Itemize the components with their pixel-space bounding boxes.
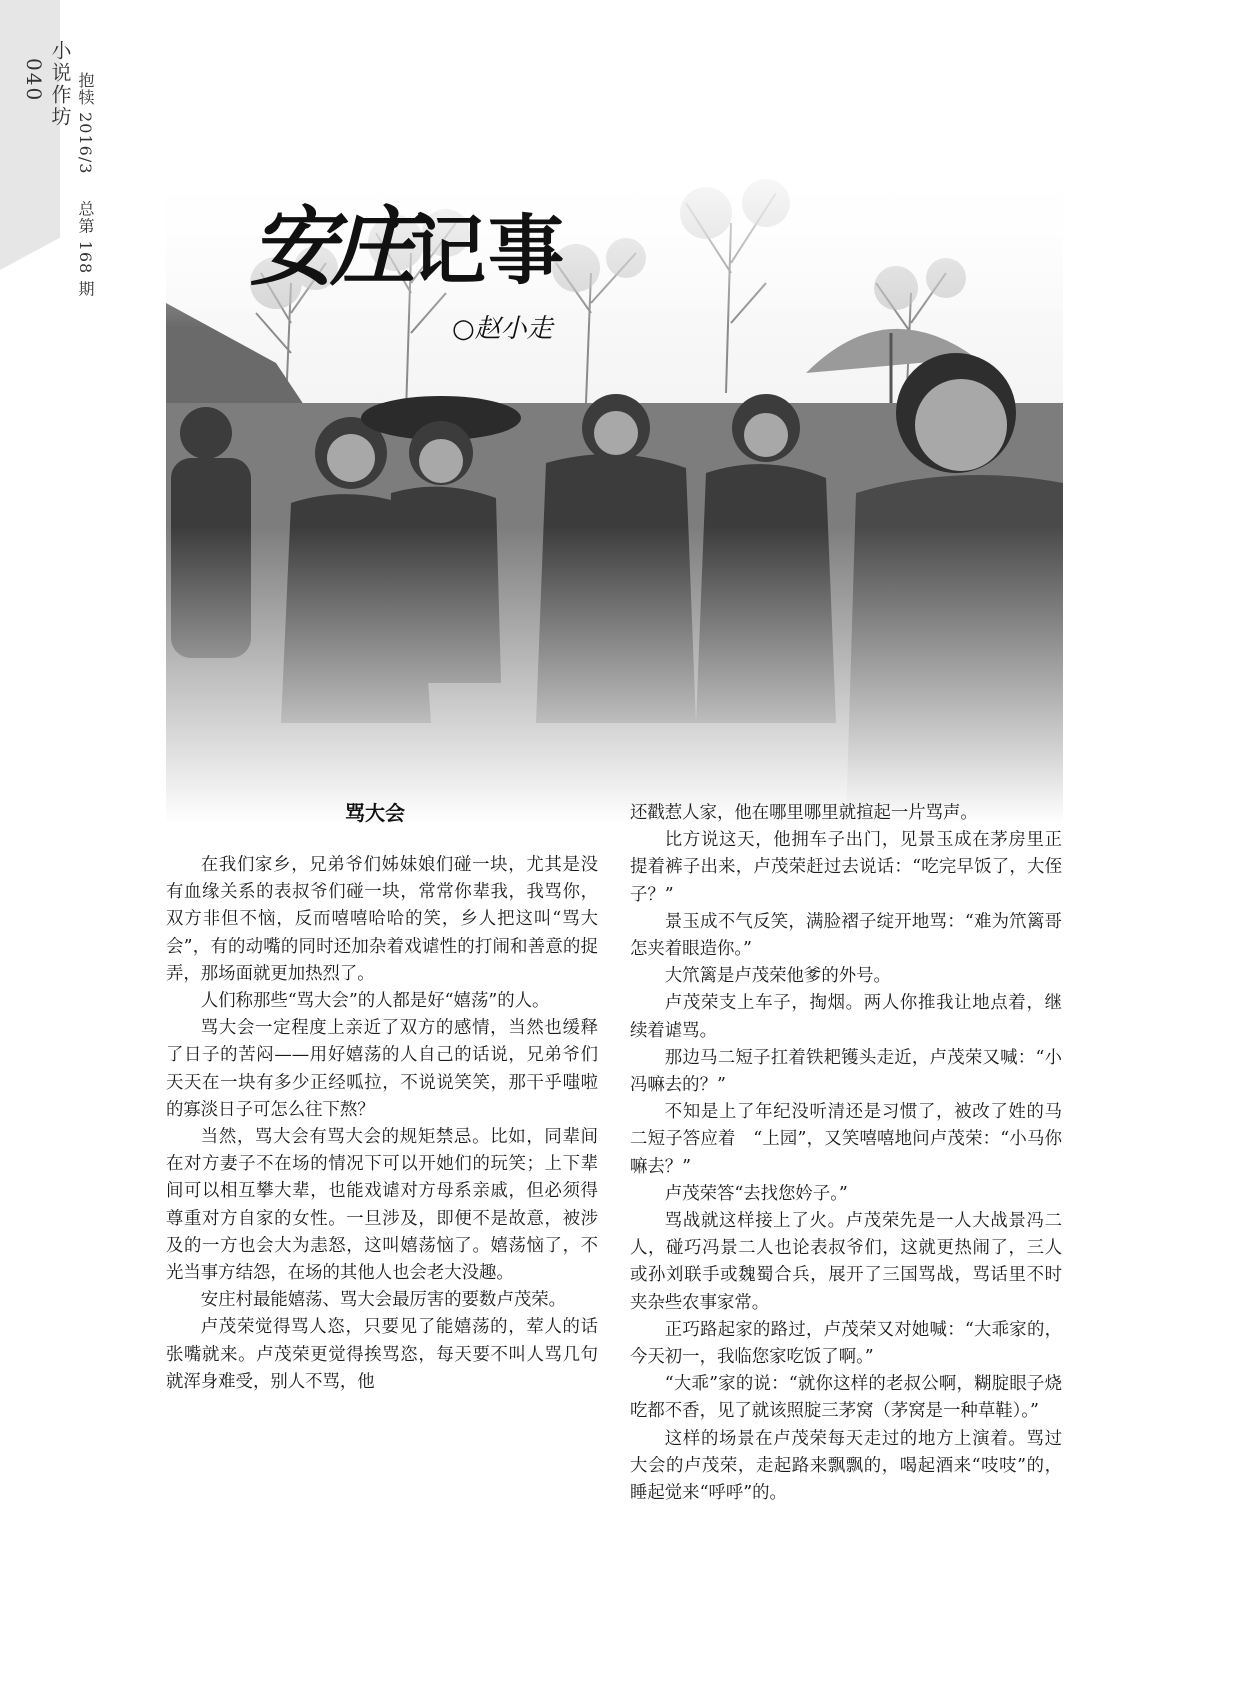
title-brush-part: 安庄: [250, 197, 410, 298]
paragraph: 卢茂荣支上车子，掏烟。两人你推我让地点着，继续着谑骂。: [630, 993, 1062, 1041]
paragraph: 大笊篱是卢茂荣他爹的外号。: [664, 966, 891, 987]
section-label: 小说作坊: [48, 40, 72, 128]
paragraph: 安庄村最能嬉荡、骂大会最厉害的要数卢茂荣。: [200, 1290, 567, 1311]
magazine-name: 抱犊: [76, 72, 95, 106]
issue-info: [74, 72, 97, 297]
total-issue: 总第 168 期: [76, 200, 95, 298]
paragraph: “大乖”家的说：“就你这样的老叔公啊，糊腚眼子烧吃都不香，见了就该照腚三茅窝（茅窝是一种草鞋）。”: [630, 1374, 1062, 1422]
right-column: [630, 800, 1062, 1507]
paragraph: 卢茂荣觉得骂人恣，只要见了能嬉荡的，荤人的话张嘴就来。卢茂荣更觉得挨骂恣，每天要不叫人骂几句就浑身难受，别人不骂，他: [166, 1317, 598, 1392]
paragraph: 不知是上了年纪没听清还是习惯了，被改了姓的马二短子答应着 “上园”，又笑嘻嘻地问卢茂荣：“小马你嘛去？”: [630, 1102, 1062, 1177]
left-column: [166, 852, 598, 1396]
paragraph: 人们称那些“骂大会”的人都是好“嬉荡”的人。: [200, 991, 550, 1012]
paragraph: 骂战就这样接上了火。卢茂荣先是一人大战景冯二人，碰巧冯景二人也论表叔爷们，这就更热闹了，三人或孙刘联手或魏蜀合兵，展开了三国骂战，骂话里不时夹杂些农事家常。: [630, 1211, 1062, 1313]
article-title: [250, 178, 566, 298]
paragraph: 那边马二短子扛着铁耙镬头走近，卢茂荣又喊：“小冯嘛去的？”: [630, 1047, 1062, 1096]
paragraph: 卢茂荣答“去找您妗子。”: [664, 1183, 848, 1204]
paragraph-continued: 还戳惹人家，他在哪里哪里就揎起一片骂声。: [630, 803, 978, 823]
page-number: 040: [22, 58, 46, 103]
paragraph: 当然，骂大会有骂大会的规矩禁忌。比如，同辈间在对方妻子不在场的情况下可以开她们的玩笑；上下辈间可以相互攀大辈，也能戏谑对方母系亲戚，但必须得尊重对方自家的女性。一旦涉及，即便不是故意，被涉及的一方也会大为恚怒，这叫嬉荡恼了。嬉荡恼了，不光当事方结怨，在场的其他人也会老大没趣。: [166, 1127, 598, 1284]
paragraph: 骂大会一定程度上亲近了双方的感情，当然也缓释了日子的苦闷——用好嬉荡的人自己的话说，兄弟爷们天天在一块有多少正经呱拉，不说说笑笑，那干乎嗤啦的寡淡日子可怎么往下熬？: [166, 1018, 598, 1120]
paragraph: 正巧路起家的路过，卢茂荣又对她喊：“大乖家的，今天初一，我临您家吃饭了啊。”: [630, 1319, 1062, 1368]
issue-number: 2016/3: [76, 112, 95, 175]
paragraph: 这样的场景在卢茂荣每天走过的地方上演着。骂过大会的卢茂荣，走起路来飘飘的，喝起酒来“吱吱”的，睡起觉来“呼呼”的。: [630, 1428, 1062, 1504]
title-rest-part: 记事: [410, 206, 566, 295]
section-heading: 骂大会: [345, 801, 405, 825]
author-byline: ○赵小走: [452, 314, 553, 344]
paragraph: 在我们家乡，兄弟爷们姊妹娘们碰一块，尤其是没有血缘关系的表叔爷们碰一块，常常你辈我，我骂你，双方非但不恼，反而嘻嘻哈哈的笑，乡人把这叫“骂大会”，有的动嘴的同时还加杂着戏谑性的打闹和善意的捉弄，那场面就更加热烈了。: [166, 855, 598, 984]
paragraph: 景玉成不气反笑，满脸褶子绽开地骂：“难为笊篱哥怎夹着眼造你。”: [630, 911, 1062, 960]
paragraph: 比方说这天，他拥车子出门，见景玉成在茅房里正提着裤子出来，卢茂荣赶过去说话：“吃完早饭了，大侄子？”: [630, 830, 1062, 905]
margin-section-label: [22, 40, 75, 128]
